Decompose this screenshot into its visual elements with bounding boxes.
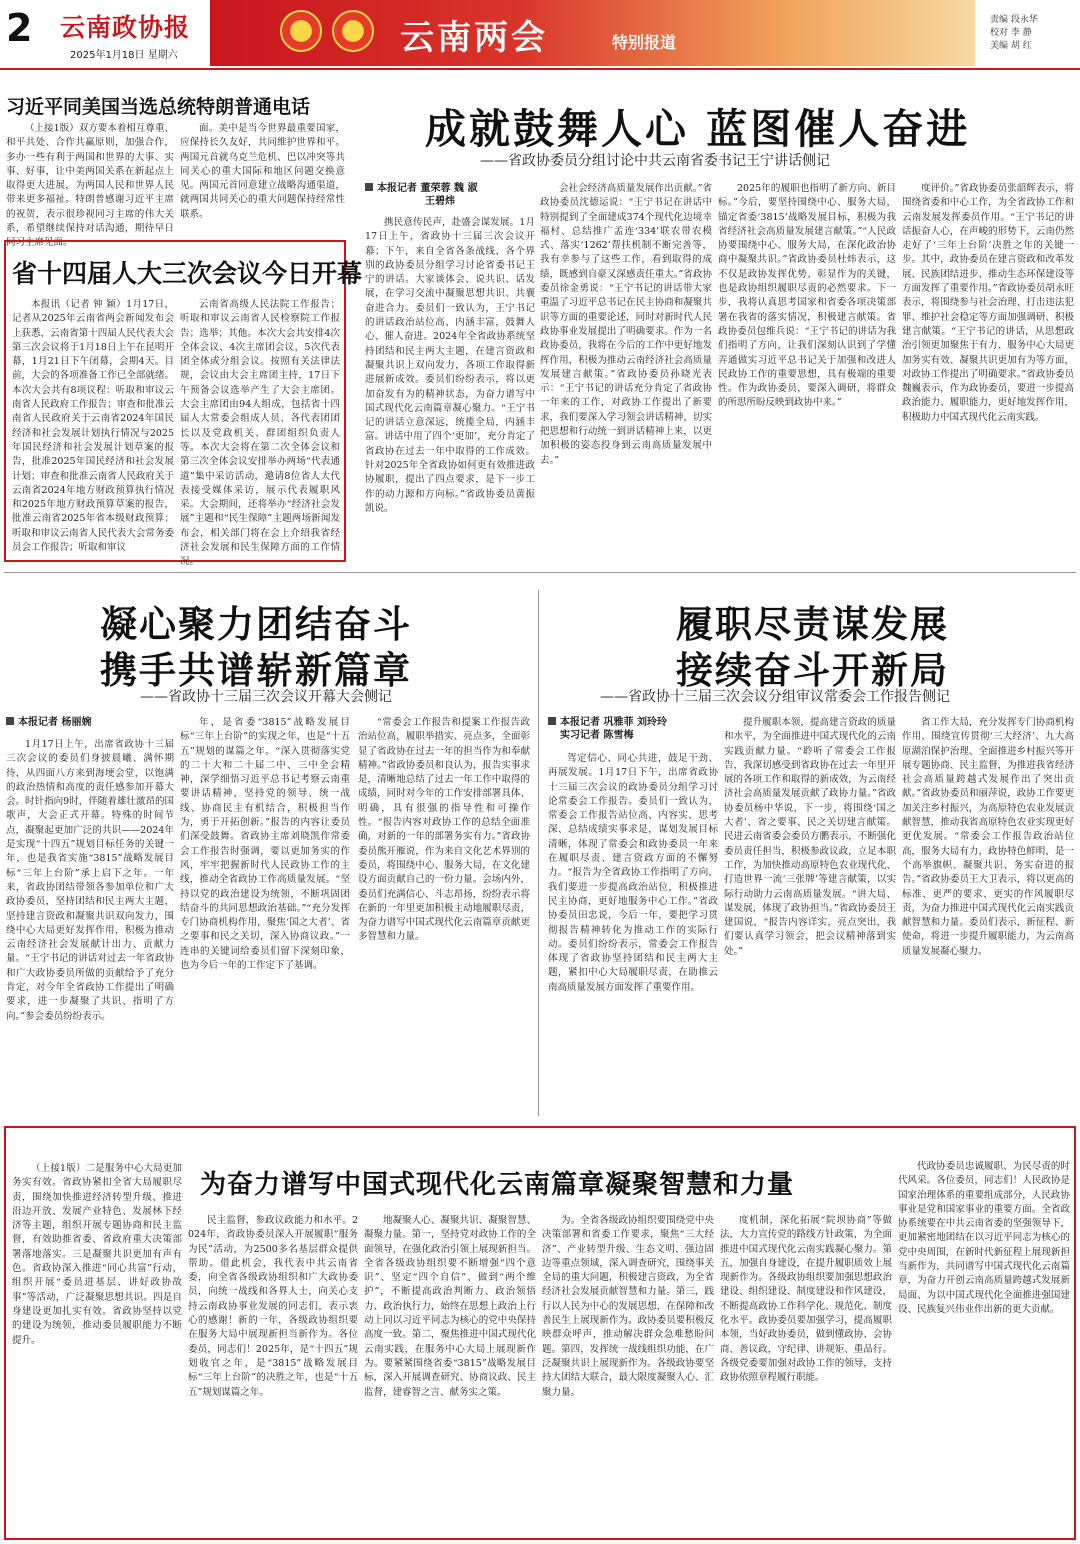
byline-article1 bbox=[365, 182, 535, 208]
headline-article3-line2: 接续奋斗开新局 bbox=[676, 648, 949, 692]
text-column bbox=[718, 182, 896, 556]
paragraph: 2025年的履职也指明了新方向、新目标。”今后，要坚持围绕中心、服务大局，锚定省委‘3815’战略发展目标，积极为我省经济社会高质量发展建言献策。”“人民政协要围绕中心、服务大局，在深化政治协商中凝聚共识。”省政协委员杜炜表示，这不仅是政协发挥优势、彰显作为的关键，也是政协组织履职尽责的必然要求。下一步，我将认真思考国家和省委各项决策部署在我省的落实情况，积极建言献策。省政协委员包维兵说：“王宁书记的讲话为我们指明了方向，让我们深刻认识到了学懂弄通做实习近平总书记关于加强和改进人民政协工作的重要思想，具有极端的重要性。作为政协委员，要深入调研，将群众的所思所盼反映到政协中来。” bbox=[718, 183, 896, 409]
headline-article4: 为奋力谱写中国式现代化云南篇章凝聚智慧和力量 bbox=[200, 1170, 795, 1200]
text-column bbox=[6, 122, 174, 249]
text-column bbox=[720, 1214, 892, 1532]
deck-article2: ——省政协十三届三次会议开幕大会侧记 bbox=[140, 689, 392, 705]
text-column bbox=[902, 182, 1074, 556]
section-banner bbox=[210, 0, 975, 66]
text-column bbox=[6, 738, 174, 1114]
headline-npc-opening: 省十四届人大三次会议今日开幕 bbox=[12, 259, 363, 288]
paragraph: 驾定信心、同心共进，鼓足干劲、再展发展。1月17日下午，出席省政协十三届三次会议的政协委员分组学习讨论常委会工作报告。委员们一致认为，常委会工作报告站位高、内容实、思考深、总结成绩实事求是，谋划发展目标清晰，体现了常委会和政协委员一年来在履职尽责、建言资政方面的不懈努力。“报告为全省政协工作指明了方向，我们要进一步提高政治站位，积极推进民主协商，更好地服务中心工作。”省政协委员田忠说，今后一年，要把学习贯彻报告精神转化为推动工作的实际行动。委员们纷纷表示，常委会工作报告体现了省政协坚持团结和民主两大主题，紧扣中心大局履职尽责，在助推云南高质量发展方面发挥了重要作用。 bbox=[548, 753, 718, 993]
headline-article3-line1: 履职尽责谋发展 bbox=[676, 602, 949, 646]
paragraph: 面。美中是当今世界最重要国家，应保持长久友好，共同维护世界和平。两国元首就乌克兰危机、巴以冲突等共同关心的重大国际和地区问题交换意见。两国元首同意建立战略沟通渠道，就两国共同关心的重大问题保持经常性联系。 bbox=[180, 123, 345, 220]
byline-article2 bbox=[6, 716, 176, 729]
paragraph: 携民意传民声，赴盛会谋发展。1月17日上午，省政协十三届三次会议开幕；下午，来自全省各条战线、各个界别的政协委员分组学习讨论省委书记王宁的讲话。大家谈体会、说共识、话发展，在学习交流中凝聚思想共识、共襄奋进合力。委员们一致认为，王宁书记的讲话政治站位高、内涵丰富，鼓舞人心、催人奋进。2024年全省政协系统坚持团结和民主两大主题，在建言资政和凝聚共识上双向发力，各项工作取得新进展新成效。委员们纷纷表示，将以更加奋发有为的精神状态，为奋力谱写中国式现代化云南篇章凝心聚力。“王宁书记的讲话立意深远，统揽全局，内涵丰富。讲话中用了四个‘更加’，充分肯定了省政协在过去一年中取得的工作成效。针对2025年全省政协如何更有效推进政协履职，提出了四点要求，是下一步工作的动力源和方向标。”省政协委员黄振凯说。 bbox=[365, 217, 535, 514]
masthead bbox=[0, 0, 1080, 70]
issue-date: 2025年1月18日 星期六 bbox=[70, 50, 178, 61]
text-column bbox=[542, 1214, 714, 1532]
square-bullet-icon bbox=[365, 183, 373, 191]
text-column bbox=[898, 1160, 1070, 1532]
square-bullet-icon bbox=[6, 717, 14, 725]
headline-article2-line1: 凝心聚力团结奋斗 bbox=[100, 602, 412, 646]
divider bbox=[538, 590, 539, 1116]
paragraph: 1月17日上午，出席省政协十三届三次会议的委员们身披晨曦、满怀期待，从四面八方来到海埂会堂，以饱满的政治热情和高度的责任感参加开幕大会。时针指向9时，伴随着雄壮激昂的国歌声，大会正式开幕。特殊的时间节点，凝聚起更加广泛的共识——2024年是实现“十四五”规划目标任务的关键一年，也是我省实施“3815”战略发展目标“三年上台阶”承上启下之年。一年来，省政协团结带领各参加单位和广大政协委员，坚持团结和民主两大主题，坚持建言资政和凝聚共识双向发力，围绕中心大局更好发挥作用，积极为推动云南经济社会发展献计出力、贡献力量。“王宁书记的讲话对过去一年省政协和广大政协委员所做的贡献给予了充分肯定，对今年全省政协工作提出了明确要求，进一步凝聚了共识、指明了方向。”参会委员纷纷表示。 bbox=[6, 739, 174, 1022]
text-column bbox=[12, 298, 174, 556]
section-subtitle: 特别报道 bbox=[612, 33, 677, 52]
deck-article1: ——省政协委员分组讨论中共云南省委书记王宁讲话侧记 bbox=[480, 153, 830, 169]
paragraph: 度机制，深化拓展“院坝协商”等做法，大力宣传党的路线方针政策，为全面推进中国式现代化云南实践凝心聚力。第五，加强自身建设，在提升履职质效上展现新作为。各级政协组织要加强思想政治建设、组织建设、制度建设和作风建设，不断提高政协工作科学化、规范化、制度化水平。政协委员要加强学习，提高履职本领，当好政协委员，做到懂政协、会协商、善议政，守纪律、讲规矩、重品行。各级党委要加强对政协工作的领导，支持政协依照章程履行职能。 bbox=[720, 1215, 892, 1384]
paragraph: 会社会经济高质量发展作出贡献。”省政协委员沈德运说：“王宁书记在讲话中特别提到了全面建成374个现代化边境幸福村、总结推广孟连‘334’联农带农模式、落实‘1262’帮扶机制不断完善等，我有幸参与了这些工作，看到取得的成绩，既感到自豪又深感责任重大。”省政协委员徐金勇说：“王宁书记的讲话带大家重温了习近平总书记在民主协商和凝聚共识等方面的重要论述，同时对新时代人民政协事业发展提出了明确要求。作为一名政协委员，我将在今后的工作中更好地发挥作用，积极为推动云南经济社会高质量发展建言献策。”省政协委员孙晓光表示：“王宁书记的讲话充分肯定了省政协一年来的工作，对政协工作提出了新要求，我们要深入学习领会讲话精神，切实把思想和行动统一到讲话精神上来，以更加积极的姿态投身到云南高质量发展中去。” bbox=[540, 183, 712, 466]
page-number: 2 bbox=[6, 6, 33, 50]
byline-text: 实习记者 陈雪梅 bbox=[560, 730, 634, 741]
text-column bbox=[364, 1214, 536, 1532]
paragraph: 度评价。”省政协委员张韶辉表示，将围绕省委和中心工作，为全省政协工作和云南发展发挥委员作用。“王宁书记的讲话振奋人心，在声峻的形势下，云南仍然走好了‘三年上台阶’决胜之年的关键一步。其中，政协委员在建言资政和改革发展、民族团结进步、推动生态环保建设等方面发挥了重要作用。”省政协委员胡永旺表示，将围绕参与社会治理、打击违法犯罪、维护社会稳定等方面加强调研、积极建言献策。“王宁书记的讲话，从思想政治引领更加聚焦于有力、服务中心大局更加务实有效、凝聚共识更加有为等方面，对政协工作提出了明确要求。”省政协委员魏巍表示，作为政协委员，要进一步提高政治能力、履职能力，更好地发挥作用，积极助力中国式现代化云南实践。 bbox=[902, 183, 1074, 423]
byline-text: 王碧炜 bbox=[425, 196, 455, 207]
paragraph: 云南省高级人民法院工作报告；听取和审议云南省人民检察院工作报告；选举；其他。本次大会共安排4次全体会议、4次主席团会议，5次代表团全体或分组会议。按照有关法律法规，会议由大会主席团主持，17日下午预备会议选举产生了大会主席团。大会主席团由94人组成，包括省十四届人大常委会组成人员、各代表团团长以及党政机关、群团组织负责人等。本次大会将在第二次全体会议和第三次全体会议安排举办两场“代表通道”集中采访活动，邀请8位省人大代表接受媒体采访，展示代表履职风采。大会期间，还将举办“经济社会发展”主题和“民生保障”主题两场新闻发布会，相关部门将在会上介绍我省经济社会发展和民生保障方面的工作情况。 bbox=[180, 299, 340, 568]
editor-line: 美编 胡 红 bbox=[990, 41, 1032, 51]
byline-text: 本报记者 董荣蓉 魏 淑 bbox=[377, 183, 478, 194]
paragraph: 地凝聚人心、凝聚共识、凝聚智慧、凝聚力量。第一，坚持党对政协工作的全面领导，在强化政治引领上展现新担当。全省各级政协组织要不断增强“四个意识”、坚定“四个自信”、做到“两个维护”，不断提高政治判断力、政治领悟力、政治执行力，始终在思想上政治上行动上同以习近平同志为核心的党中央保持高度一致。第二，聚焦推进中国式现代化云南实践，在服务中心大局上展现新作为。要紧紧围绕省委“3815”战略发展目标，深入开展调查研究、协商议政、民主监督，建睿智之言、献务实之策。 bbox=[364, 1215, 536, 1398]
text-column bbox=[180, 716, 350, 1114]
national-emblem-icon bbox=[280, 10, 322, 52]
text-column bbox=[902, 716, 1074, 1114]
paragraph: （上接1版）二是服务中心大局更加务实有效。省政协紧扣全省大局履职尽责，围绕加快推进经济转型升级、推进沿边开放、发展产业特色、发展林下经济等主题，组织开展专题协商和民主监督，有效助推省委、省政府重大决策部署落地落实。三是凝聚共识更加有声有色。省政协深入推进“同心共富”行动，组织开展“委员进基层、讲好政协故事”等活动，广泛凝聚思想共识。四是自身建设更加扎实有效。省政协坚持以党的建设为统领，推动委员履职能力不断提升。 bbox=[12, 1163, 182, 1346]
text-column bbox=[724, 716, 896, 1114]
paragraph: 年，是省委“3815”战略发展目标“三年上台阶”的实现之年，也是“十五五”规划的谋篇之年。“深入贯彻落实党的二十大和二十届二中、三中全会精神，深学细悟习近平总书记考察云南重要讲话精神，坚持党的领导、统一战线、协商民主有机结合，积极担当作为，勇于开拓创新。”报告的内容让委员们深受鼓舞。省政协主席刘晓凯作常委会工作报告时强调，要以更加务实的作风，牢牢把握新时代人民政协工作的主线，推动全省政协工作高质量发展。“坚持以党的政治建设为统领，不断巩固团结奋斗的共同思想政治基础。”“充分发挥专门协商机构作用，聚焦‘国之大者’、省之要事和民之关切，深入协商议政。”一连串的关键词给委员们留下深刻印象，也为今后一年的工作定下了基调。 bbox=[180, 717, 350, 972]
divider bbox=[4, 572, 1076, 573]
paragraph: 民主监督，参政议政能力和水平。2024年，省政协委员深入开展履职“服务为民”活动，为2500多名基层群众提供帮助。借此机会，我代表中共云南省委，向全省各级政协组织和广大政协委员，向统一战线和各界人士，向关心支持云南政协事业发展的同志们，表示衷心的感谢！新的一年，各级政协组织要在服务大局中展现新担当新作为。各位委员，同志们！2025年，是“十四五”规划收官之年，是“3815”战略发展目标“三年上台阶”的决胜之年，也是“十五五”规划谋篇之年。 bbox=[188, 1215, 358, 1398]
text-column bbox=[358, 716, 530, 1114]
paper-name: 云南政协报 bbox=[60, 13, 191, 42]
paragraph: 省工作大局，充分发挥专门协商机构作用，围绕宣传贯彻‘三大经济’、九大高原湖泊保护治理、全面推进乡村振兴等开展专题协商、民主监督，为推进我省经济社会高质量跨越式发展作出了突出贡献。”省政协委员和丽萍说，政协工作要更加关注乡村振兴，为高原特色农业发展贡献智慧，推动我省高原特色农业实现更好更优发展。“常委会工作报告政治站位高，服务大局有力，政协特色鲜明，是一个高举旗帜、凝聚共识、务实奋进的报告。”省政协委员王大卫表示，将以更高的标准、更严的要求、更实的作风履职尽责，为奋力推进中国式现代化云南实践贡献智慧和力量。委员们表示，新征程、新使命，将进一步提升履职能力，为云南高质量发展凝心聚力。 bbox=[902, 717, 1074, 957]
byline-article3 bbox=[548, 716, 728, 742]
paragraph: （上接1版）双方要本着相互尊重、和平共处、合作共赢原则，加强合作，多办一些有利于两国和世界的大事、实事、好事，让中美两国关系在新起点上取得更大进展，为两国人民和世界人民带来更多福祉。特朗普感谢习近平主席的祝贺，表示很珍视同习主席的伟大关系，希望继续保持对话沟通，期待早日同习主席见面。 bbox=[6, 123, 174, 249]
text-column bbox=[365, 216, 535, 556]
headline-article2-line2: 携手共谱崭新篇章 bbox=[100, 648, 412, 692]
text-column bbox=[180, 122, 345, 222]
section-title: 云南两会 bbox=[400, 18, 548, 58]
square-bullet-icon bbox=[548, 717, 556, 725]
editor-line: 责编 段永华 bbox=[990, 15, 1038, 25]
cppcc-emblem-icon bbox=[332, 10, 374, 52]
editor-credits bbox=[990, 14, 1038, 53]
paragraph: 代政协委员忠诚履职、为民尽责的时代风采。各位委员，同志们！人民政协是国家治理体系的重要组成部分，人民政协事业是党和国家事业的重要方面。全省政协系统要在中共云南省委的坚强领导下，更加紧密地团结在以习近平同志为核心的党中央周围，在新时代新征程上展现新担当新作为，共同谱写中国式现代化云南篇章，为奋力开创云南高质量跨越式发展新局面、为以中国式现代化全面推进强国建设、民族复兴伟业作出新的更大贡献。 bbox=[898, 1161, 1070, 1315]
paragraph: 本报讯（记者 钟 颖）1月17日，记者从2025年云南省两会新闻发布会上获悉，云南省第十四届人民代表大会第三次会议将于1月18日上午在昆明开幕，1月21日下午闭幕，会期4天。目前，大会的各项准备工作已全部就绪。本次大会共有8项议程：听取和审议云南省人民政府工作报告；审查和批准云南省人民政府关于云南省2024年国民经济和社会发展计划执行情况与2025年国民经济和社会发展计划草案的报告，批准2025年国民经济和社会发展计划；审查和批准云南省人民政府关于云南省2024年地方财政预算执行情况和2025年地方财政预算草案的报告，批准云南省2025年省本级财政预算；听取和审议云南省人民代表大会常务委员会工作报告；听取和审议 bbox=[12, 299, 174, 554]
headline-article1: 成就鼓舞人心 蓝图催人奋进 bbox=[425, 105, 971, 153]
paragraph: 提升履职本领，提高建言资政的质量和水平，为全面推进中国式现代化的云南实践贡献力量。“聆听了常委会工作报告，我深切感受到省政协在过去一年里开展的各项工作和取得的新成效，为云南经济社会高质量发展贡献了政协力量。”省政协委员杨中华说，下一步，将围绕‘国之大者’、省之要事、民之关切建言献策。民进云南省委会委员方鹏表示，不断强化委员责任担当，积极参政议政，立足本职工作，为加快推动高原特色农业现代化、打造世界一流‘三张牌’等建言献策，以实际行动助力云南高质量发展。“讲大局、谋发展，体现了政协担当。”省政协委员王建国说，“报告内容详实，亮点突出，我们要认真学习领会，把会议精神落到实处。” bbox=[724, 717, 896, 957]
paragraph: “常委会工作报告和提案工作报告政治站位高，履职举措实、亮点多，全面彰显了省政协在过去一年的担当作为和奉献精神。”省政协委员和良认为，报告实事求是，清晰地总结了过去一年工作中取得的成绩，同时对今年的工作安排部署具体、明确，具有很强的指导性和可操作性。“报告内容对政协工作的总结全面准确，对新的一年的部署务实有力。”省政协委员熊开雁说，作为来自文化艺术界别的委员，将围绕中心、服务大局，在文化建设方面贡献自己的一份力量。会场内外，委员们充满信心、斗志昂扬，纷纷表示将在新的一年里更加积极主动地履职尽责，为奋力谱写中国式现代化云南篇章贡献更多智慧和力量。 bbox=[358, 717, 530, 943]
editor-line: 校对 李 静 bbox=[990, 28, 1032, 38]
paragraph: 为。全省各级政协组织要围绕党中央决策部署和省委工作要求，聚焦“三大经济”、产业转型升级、生态文明、强边固边等重点领域，深入调查研究，围绕事关全局的重大问题，积极建言资政，为全省经济社会发展贡献智慧和力量。第三，践行以人民为中心的发展思想，在保障和改善民生上展现新作为。政协委员要积极反映群众呼声，推动解决群众急难愁盼问题。第四，发挥统一战线组织功能，在广泛凝聚共识上展现新作为。各级政协要坚持大团结大联合，最大限度凝聚人心、汇聚力量。 bbox=[542, 1215, 714, 1398]
headline-xi-call: 习近平同美国当选总统特朗普通电话 bbox=[6, 96, 311, 118]
text-column bbox=[188, 1214, 358, 1532]
text-column bbox=[12, 1160, 182, 1532]
byline-text: 本报记者 巩雅菲 刘玲玲 bbox=[560, 717, 667, 728]
text-column bbox=[548, 752, 718, 1114]
text-column bbox=[540, 182, 712, 556]
byline-text: 本报记者 杨丽婉 bbox=[18, 717, 92, 728]
deck-article3: ——省政协十三届三次会议分组审议常委会工作报告侧记 bbox=[600, 689, 950, 705]
text-column bbox=[180, 298, 340, 568]
